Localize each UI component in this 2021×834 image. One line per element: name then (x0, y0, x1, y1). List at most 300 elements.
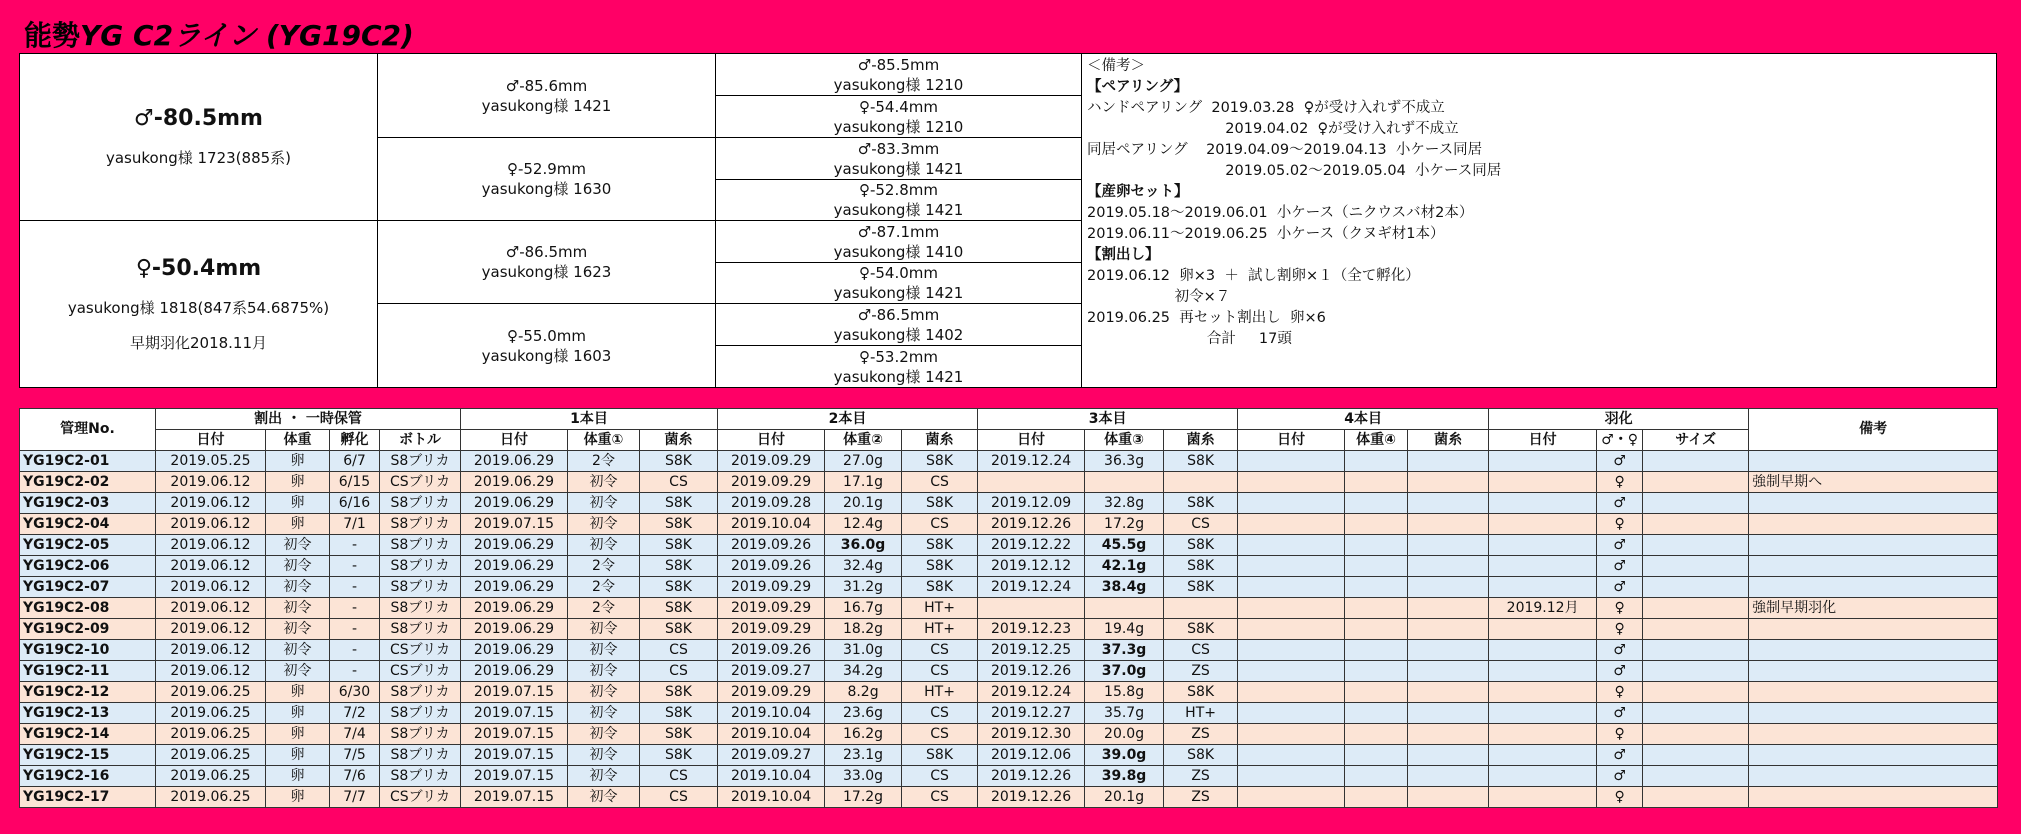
gen3-owner: yasukong様 1402 (833, 325, 964, 344)
table-row (20, 787, 1998, 808)
table-cell: ♂ (1597, 745, 1643, 766)
table-cell (1408, 535, 1489, 556)
table-cell: S8K (1164, 535, 1238, 556)
table-cell: 初令 (568, 472, 640, 493)
table-cell (1643, 514, 1749, 535)
sub-header-cell: 日付 (1489, 430, 1597, 451)
table-cell (1643, 640, 1749, 661)
row-id: YG19C2-14 (20, 724, 156, 745)
row-id: YG19C2-13 (20, 703, 156, 724)
table-cell (1085, 598, 1164, 619)
table-cell: ♀ (1597, 472, 1643, 493)
table-cell: 17.1g (825, 472, 902, 493)
table-cell: 2019.10.04 (718, 724, 825, 745)
table-cell: ♂ (1597, 535, 1643, 556)
row-remark (1749, 451, 1998, 472)
table-cell: S8ブリカ (380, 493, 461, 514)
notes-line: ＜備考＞ (1087, 58, 1145, 74)
row-remark (1749, 766, 1998, 787)
table-cell: 2019.06.12 (156, 640, 266, 661)
table-cell: CS (902, 766, 978, 787)
table-cell: 2019.12月 (1489, 598, 1597, 619)
gen3-size: ♂-85.5mm (857, 55, 940, 74)
table-cell: HT+ (902, 682, 978, 703)
gen3-owner: yasukong様 1210 (833, 117, 964, 136)
sub-header-cell: 体重③ (1085, 430, 1164, 451)
table-cell: 7/7 (330, 787, 380, 808)
table-cell: S8ブリカ (380, 577, 461, 598)
table-cell: S8K (1164, 745, 1238, 766)
table-cell (1643, 787, 1749, 808)
table-cell: 初令 (568, 682, 640, 703)
table-cell (1345, 766, 1408, 787)
table-cell: 20.1g (1085, 787, 1164, 808)
row-id: YG19C2-12 (20, 682, 156, 703)
sub-header-cell: 菌糸 (640, 430, 718, 451)
table-cell: 36.0g (825, 535, 902, 556)
table-cell: 2019.10.04 (718, 787, 825, 808)
row-id: YG19C2-09 (20, 619, 156, 640)
table-cell: CS (640, 661, 718, 682)
sub-header-cell: 体重② (825, 430, 902, 451)
notes-line: 2019.06.11～2019.06.25 小ケース（クヌギ材1本） (1087, 226, 1445, 242)
table-cell (1643, 661, 1749, 682)
table-cell: - (330, 640, 380, 661)
table-cell: S8K (640, 682, 718, 703)
table-cell: 2019.06.12 (156, 619, 266, 640)
sub-header-cell: 日付 (978, 430, 1085, 451)
table-cell: 2019.07.15 (461, 745, 568, 766)
table-cell (1238, 556, 1345, 577)
table-cell: 2019.06.12 (156, 535, 266, 556)
table-cell: S8K (1164, 619, 1238, 640)
table-cell (1345, 703, 1408, 724)
table-cell: ♀ (1597, 514, 1643, 535)
table-cell (1408, 682, 1489, 703)
row-remark (1749, 724, 1998, 745)
table-cell (1345, 493, 1408, 514)
gen3-owner: yasukong様 1410 (833, 242, 964, 261)
table-cell: S8ブリカ (380, 556, 461, 577)
pedigree-gen3-6 (716, 263, 1082, 304)
table-cell: 8.2g (825, 682, 902, 703)
table-cell (1489, 514, 1597, 535)
table-cell (1408, 451, 1489, 472)
table-cell: CS (640, 472, 718, 493)
table-cell: 2019.10.04 (718, 514, 825, 535)
notes-line: 合計 17頭 (1087, 331, 1292, 347)
table-row (20, 514, 1998, 535)
table-cell (1345, 514, 1408, 535)
table-cell: 2019.07.15 (461, 514, 568, 535)
gen3-size: ♂-83.3mm (857, 139, 940, 158)
table-cell: 2019.12.24 (978, 451, 1085, 472)
table-cell: ♀ (1597, 598, 1643, 619)
table-cell: 20.0g (1085, 724, 1164, 745)
table-cell: 2019.09.29 (718, 619, 825, 640)
table-cell: 2019.06.25 (156, 703, 266, 724)
table-cell: S8ブリカ (380, 724, 461, 745)
table-cell: 2019.06.25 (156, 682, 266, 703)
row-remark (1749, 661, 1998, 682)
table-cell (1238, 787, 1345, 808)
gen2-size: ♀-55.0mm (506, 326, 587, 345)
table-cell: 初令 (568, 514, 640, 535)
row-remark (1749, 787, 1998, 808)
table-cell: S8ブリカ (380, 682, 461, 703)
table-cell: 2令 (568, 451, 640, 472)
table-cell (1238, 724, 1345, 745)
table-cell: 初令 (266, 619, 330, 640)
table-cell: 2019.06.12 (156, 493, 266, 514)
pedigree-sire (20, 54, 378, 221)
table-cell: 37.0g (1085, 661, 1164, 682)
notes-line: 【ペアリング】 (1087, 79, 1189, 95)
pedigree-gen3-3 (716, 138, 1082, 180)
pedigree-gen3-5 (716, 221, 1082, 263)
table-cell (1238, 472, 1345, 493)
table-cell: 2019.10.04 (718, 766, 825, 787)
row-id: YG19C2-17 (20, 787, 156, 808)
row-id: YG19C2-01 (20, 451, 156, 472)
table-cell: - (330, 535, 380, 556)
table-cell: 2019.12.22 (978, 535, 1085, 556)
table-cell (1164, 598, 1238, 619)
table-row (20, 556, 1998, 577)
table-cell (1408, 472, 1489, 493)
table-cell: 38.4g (1085, 577, 1164, 598)
table-cell: CS (902, 661, 978, 682)
table-cell: 32.8g (1085, 493, 1164, 514)
pedigree-gen2-3 (378, 221, 716, 304)
table-cell (1238, 745, 1345, 766)
row-id: YG19C2-08 (20, 598, 156, 619)
gen3-size: ♀-52.8mm (858, 181, 939, 199)
table-cell: 2019.12.12 (978, 556, 1085, 577)
table-cell: 2019.06.12 (156, 556, 266, 577)
row-id: YG19C2-04 (20, 514, 156, 535)
header-bottle1: 1本目 (461, 409, 718, 430)
sub-header-cell: ♂・♀ (1597, 430, 1643, 451)
table-row (20, 493, 1998, 514)
table-cell: 初令 (568, 619, 640, 640)
table-cell (1643, 493, 1749, 514)
row-remark (1749, 682, 1998, 703)
table-row (20, 640, 1998, 661)
table-cell (1238, 493, 1345, 514)
sub-header-cell: 菌糸 (1408, 430, 1489, 451)
row-id: YG19C2-05 (20, 535, 156, 556)
sub-header-cell: 菌糸 (1164, 430, 1238, 451)
table-cell: ZS (1164, 766, 1238, 787)
table-cell: 2019.06.29 (461, 619, 568, 640)
title-prefix: 能勢 (24, 19, 81, 52)
sub-header-cell: 菌糸 (902, 430, 978, 451)
gen3-owner: yasukong様 1421 (833, 159, 964, 178)
table-cell (1345, 451, 1408, 472)
notes-line: 2019.04.02 ♀が受け入れず不成立 (1087, 121, 1459, 137)
table-cell: 7/4 (330, 724, 380, 745)
gen3-size: ♂-87.1mm (857, 222, 940, 241)
pedigree-gen3-7 (716, 304, 1082, 346)
gen3-owner: yasukong様 1421 (833, 284, 964, 302)
table-cell: 2019.06.12 (156, 661, 266, 682)
table-cell: 2019.06.29 (461, 451, 568, 472)
header-remarks: 備考 (1749, 409, 1998, 451)
table-cell: 17.2g (825, 787, 902, 808)
table-cell: - (330, 619, 380, 640)
table-cell (1408, 514, 1489, 535)
table-row (20, 724, 1998, 745)
notes-line: 2019.05.18～2019.06.01 小ケース（ニクウスバ材2本） (1087, 205, 1474, 221)
table-cell: 初令 (568, 787, 640, 808)
table-cell (1489, 661, 1597, 682)
table-cell: 2019.09.27 (718, 661, 825, 682)
table-cell: 卵 (266, 493, 330, 514)
table-cell (1345, 619, 1408, 640)
dam-note: 早期羽化2018.11月 (129, 333, 268, 352)
table-cell (1489, 472, 1597, 493)
row-remark (1749, 535, 1998, 556)
table-cell: ♂ (1597, 766, 1643, 787)
table-cell: 7/2 (330, 703, 380, 724)
gen2-owner: yasukong様 1623 (481, 263, 612, 281)
table-cell (1489, 787, 1597, 808)
table-cell: S8K (640, 556, 718, 577)
table-cell: 卵 (266, 766, 330, 787)
table-cell (1489, 766, 1597, 787)
table-cell (1489, 724, 1597, 745)
table-cell: HT+ (902, 598, 978, 619)
row-id: YG19C2-02 (20, 472, 156, 493)
table-cell: 6/15 (330, 472, 380, 493)
table-cell: 16.7g (825, 598, 902, 619)
table-cell: HT+ (1164, 703, 1238, 724)
table-cell: - (330, 577, 380, 598)
pedigree-gen2-1 (378, 54, 716, 138)
table-cell: 32.4g (825, 556, 902, 577)
table-cell: 15.8g (1085, 682, 1164, 703)
table-cell: 2019.12.30 (978, 724, 1085, 745)
table-cell (1643, 766, 1749, 787)
table-cell: CSブリカ (380, 472, 461, 493)
table-cell: 2019.09.26 (718, 556, 825, 577)
table-cell (1643, 556, 1749, 577)
table-cell: 2019.09.26 (718, 535, 825, 556)
table-cell: CS (1164, 640, 1238, 661)
table-cell: 35.7g (1085, 703, 1164, 724)
header-emerge: 羽化 (1489, 409, 1749, 430)
table-cell: 36.3g (1085, 451, 1164, 472)
sub-header-cell: 日付 (461, 430, 568, 451)
table-cell (1238, 535, 1345, 556)
table-cell: CSブリカ (380, 787, 461, 808)
table-cell (1643, 682, 1749, 703)
table-cell: 39.8g (1085, 766, 1164, 787)
table-cell: S8ブリカ (380, 745, 461, 766)
sire-owner: yasukong様 1723(885系) (105, 149, 292, 167)
sub-header-cell: 日付 (1238, 430, 1345, 451)
table-cell: 2019.12.24 (978, 577, 1085, 598)
table-cell: 37.3g (1085, 640, 1164, 661)
table-cell (978, 472, 1085, 493)
table-cell (1408, 766, 1489, 787)
table-cell: 6/30 (330, 682, 380, 703)
table-cell: 27.0g (825, 451, 902, 472)
gen3-size: ♂-86.5mm (857, 305, 940, 324)
table-row (20, 598, 1998, 619)
table-cell (1238, 682, 1345, 703)
table-cell: 2019.06.29 (461, 535, 568, 556)
table-cell: 2019.07.15 (461, 724, 568, 745)
table-row (20, 703, 1998, 724)
table-cell: 16.2g (825, 724, 902, 745)
table-cell (1345, 787, 1408, 808)
table-cell: 初令 (266, 577, 330, 598)
table-cell: - (330, 661, 380, 682)
table-cell: 2019.09.28 (718, 493, 825, 514)
table-cell: 初令 (568, 766, 640, 787)
table-cell (1643, 451, 1749, 472)
dam-size: ♀-50.4mm (135, 255, 262, 281)
table-cell: ♀ (1597, 682, 1643, 703)
table-cell: - (330, 598, 380, 619)
table-cell: S8K (902, 493, 978, 514)
table-cell: S8K (1164, 493, 1238, 514)
table-cell (1345, 577, 1408, 598)
table-cell (1345, 640, 1408, 661)
table-row (20, 766, 1998, 787)
pedigree-gen2-2 (378, 138, 716, 221)
table-cell: ♂ (1597, 493, 1643, 514)
table-row (20, 451, 1998, 472)
table-cell: CS (902, 640, 978, 661)
table-cell (1345, 661, 1408, 682)
sub-header-cell: 体重④ (1345, 430, 1408, 451)
row-remark (1749, 577, 1998, 598)
table-cell: ♂ (1597, 661, 1643, 682)
table-cell: ♂ (1597, 577, 1643, 598)
table-cell: ♀ (1597, 619, 1643, 640)
table-row (20, 745, 1998, 766)
pedigree-gen3-4 (716, 180, 1082, 221)
row-remark (1749, 703, 1998, 724)
notes-line: ハンドペアリング 2019.03.28 ♀が受け入れず不成立 (1087, 100, 1445, 116)
table-cell: S8K (640, 493, 718, 514)
table-cell: S8K (1164, 577, 1238, 598)
table-row (20, 577, 1998, 598)
table-cell: 2019.12.26 (978, 514, 1085, 535)
table-cell: 初令 (568, 640, 640, 661)
table-cell: 2019.06.25 (156, 787, 266, 808)
table-cell: 2019.06.12 (156, 598, 266, 619)
gen3-size: ♀-53.2mm (858, 347, 939, 366)
table-cell (1408, 619, 1489, 640)
table-cell (1238, 619, 1345, 640)
table-cell: S8ブリカ (380, 703, 461, 724)
table-cell: 2019.09.29 (718, 682, 825, 703)
table-cell: 2019.12.24 (978, 682, 1085, 703)
table-cell: ♂ (1597, 556, 1643, 577)
table-cell: 卵 (266, 745, 330, 766)
table-cell: 初令 (568, 661, 640, 682)
table-cell: 2019.10.04 (718, 703, 825, 724)
row-id: YG19C2-15 (20, 745, 156, 766)
table-cell: S8ブリカ (380, 598, 461, 619)
gen2-owner: yasukong様 1603 (481, 346, 612, 365)
table-cell (1643, 745, 1749, 766)
table-cell: S8K (1164, 682, 1238, 703)
row-id: YG19C2-11 (20, 661, 156, 682)
pedigree-dam (20, 221, 378, 387)
notes-line: 初令×７ (1087, 289, 1231, 305)
table-cell: 6/16 (330, 493, 380, 514)
table-row (20, 472, 1998, 493)
table-cell: ZS (1164, 661, 1238, 682)
table-cell: 2019.12.26 (978, 661, 1085, 682)
table-cell: 2019.06.29 (461, 640, 568, 661)
table-cell: ♂ (1597, 451, 1643, 472)
table-cell: S8K (1164, 556, 1238, 577)
table-cell: CS (902, 703, 978, 724)
table-cell: 2019.06.29 (461, 598, 568, 619)
table-cell: CS (1164, 514, 1238, 535)
table-cell: 2019.06.29 (461, 577, 568, 598)
table-cell: S8K (640, 451, 718, 472)
sub-header-cell: サイズ (1643, 430, 1749, 451)
table-cell: 42.1g (1085, 556, 1164, 577)
table-cell (1489, 640, 1597, 661)
table-cell: 17.2g (1085, 514, 1164, 535)
row-remark (1749, 619, 1998, 640)
table-cell: 31.2g (825, 577, 902, 598)
sub-header-cell: 孵化 (330, 430, 380, 451)
table-cell (1408, 556, 1489, 577)
table-cell (1238, 598, 1345, 619)
table-cell: 2019.09.29 (718, 472, 825, 493)
gen2-owner: yasukong様 1421 (481, 96, 612, 115)
table-cell: 2019.12.26 (978, 787, 1085, 808)
sire-size: ♂-80.5mm (134, 106, 263, 131)
header-warida: 割出 ・ 一時保管 (156, 409, 461, 430)
table-cell (1345, 745, 1408, 766)
table-cell: 初令 (568, 745, 640, 766)
table-cell: S8ブリカ (380, 619, 461, 640)
table-cell (1345, 556, 1408, 577)
table-cell: 2019.12.27 (978, 703, 1085, 724)
table-cell: 2019.12.06 (978, 745, 1085, 766)
table-cell: 2019.06.12 (156, 472, 266, 493)
gen2-size: ♀-52.9mm (506, 160, 587, 178)
table-cell (1489, 619, 1597, 640)
gen2-size: ♂-86.5mm (505, 243, 588, 261)
table-cell: 18.2g (825, 619, 902, 640)
sub-header-cell: 体重 (266, 430, 330, 451)
notes-panel (1083, 54, 1997, 387)
table-cell: 2019.06.25 (156, 766, 266, 787)
page-title (24, 14, 414, 54)
table-cell: 45.5g (1085, 535, 1164, 556)
table-cell: 7/6 (330, 766, 380, 787)
table-cell: 2令 (568, 598, 640, 619)
header-bottle3: 3本目 (978, 409, 1238, 430)
table-cell: 卵 (266, 472, 330, 493)
table-cell: 初令 (568, 493, 640, 514)
table-row (20, 619, 1998, 640)
table-cell: 2019.12.09 (978, 493, 1085, 514)
table-cell: S8K (640, 724, 718, 745)
sub-header-row (20, 430, 1998, 451)
